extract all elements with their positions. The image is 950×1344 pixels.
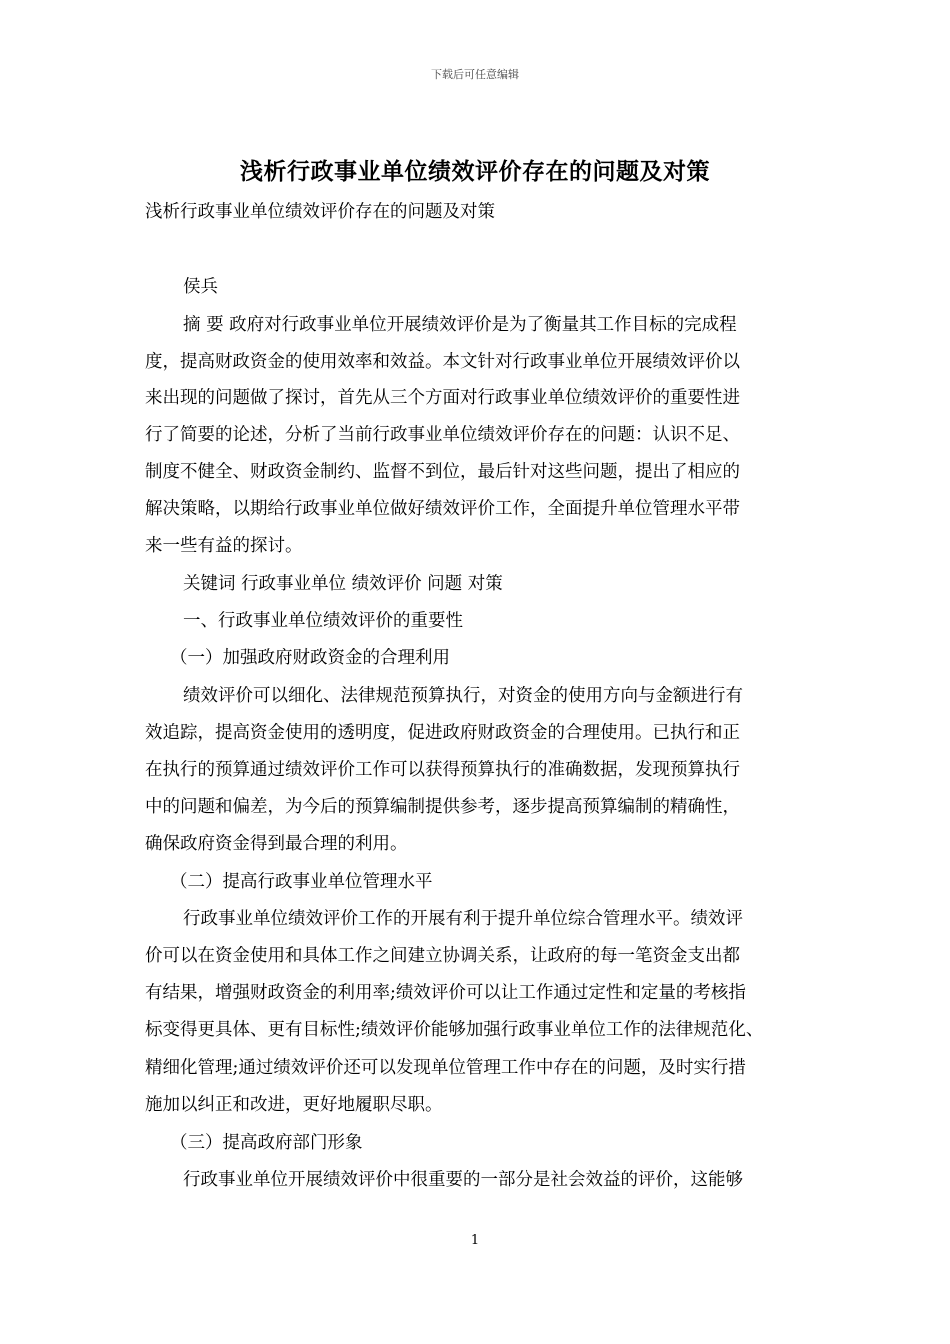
page-number: 1 xyxy=(470,1233,480,1248)
section-heading: 一、行政事业单位绩效评价的重要性 xyxy=(183,611,463,631)
header-note: 下载后可任意编辑 xyxy=(431,68,519,81)
paragraph-line: 有结果，增强财政资金的利用率;绩效评价可以让工作通过定性和定量的考核指 xyxy=(145,983,746,1003)
paragraph-line: 标变得更具体、更有目标性;绩效评价能够加强行政事业单位工作的法律规范化、 xyxy=(145,1020,764,1040)
abstract-line: 来一些有益的探讨。 xyxy=(145,536,303,556)
paragraph-line: 施加以纠正和改进，更好地履职尽职。 xyxy=(145,1095,443,1115)
subsection-heading: （一）加强政府财政资金的合理利用 xyxy=(170,648,450,668)
abstract-line: 制度不健全、财政资金制约、监督不到位，最后针对这些问题，提出了相应的 xyxy=(145,462,740,482)
paragraph-line: 行政事业单位开展绩效评价中很重要的一部分是社会效益的评价，这能够 xyxy=(183,1170,743,1190)
author-name: 侯兵 xyxy=(183,277,218,297)
subsection-heading: （三）提高政府部门形象 xyxy=(170,1133,363,1153)
document-subtitle: 浅析行政事业单位绩效评价存在的问题及对策 xyxy=(145,202,495,222)
paragraph-line: 中的问题和偏差，为今后的预算编制提供参考，逐步提高预算编制的精确性， xyxy=(145,797,740,817)
document-title: 浅析行政事业单位绩效评价存在的问题及对策 xyxy=(240,158,710,185)
abstract-line: 来出现的问题做了探讨，首先从三个方面对行政事业单位绩效评价的重要性进 xyxy=(145,388,740,408)
paragraph-line: 价可以在资金使用和具体工作之间建立协调关系，让政府的每一笔资金支出都 xyxy=(145,946,740,966)
paragraph-line: 确保政府资金得到最合理的利用。 xyxy=(145,834,408,854)
paragraph-line: 行政事业单位绩效评价工作的开展有利于提升单位综合管理水平。绩效评 xyxy=(183,909,743,929)
abstract-line: 行了简要的论述，分析了当前行政事业单位绩效评价存在的问题：认识不足、 xyxy=(145,425,740,445)
abstract-line: 摘 要 政府对行政事业单位开展绩效评价是为了衡量其工作目标的完成程 xyxy=(183,315,737,335)
subsection-heading: （二）提高行政事业单位管理水平 xyxy=(170,872,433,892)
paragraph-line: 绩效评价可以细化、法律规范预算执行，对资金的使用方向与金额进行有 xyxy=(183,686,743,706)
keywords-line: 关键词 行政事业单位 绩效评价 问题 对策 xyxy=(183,574,503,594)
abstract-line: 度，提高财政资金的使用效率和效益。本文针对行政事业单位开展绩效评价以 xyxy=(145,352,740,372)
paragraph-line: 在执行的预算通过绩效评价工作可以获得预算执行的准确数据，发现预算执行 xyxy=(145,760,740,780)
paragraph-line: 效追踪，提高资金使用的透明度，促进政府财政资金的合理使用。已执行和正 xyxy=(145,723,740,743)
abstract-line: 解决策略，以期给行政事业单位做好绩效评价工作，全面提升单位管理水平带 xyxy=(145,499,740,519)
paragraph-line: 精细化管理;通过绩效评价还可以发现单位管理工作中存在的问题，及时实行措 xyxy=(145,1058,746,1078)
